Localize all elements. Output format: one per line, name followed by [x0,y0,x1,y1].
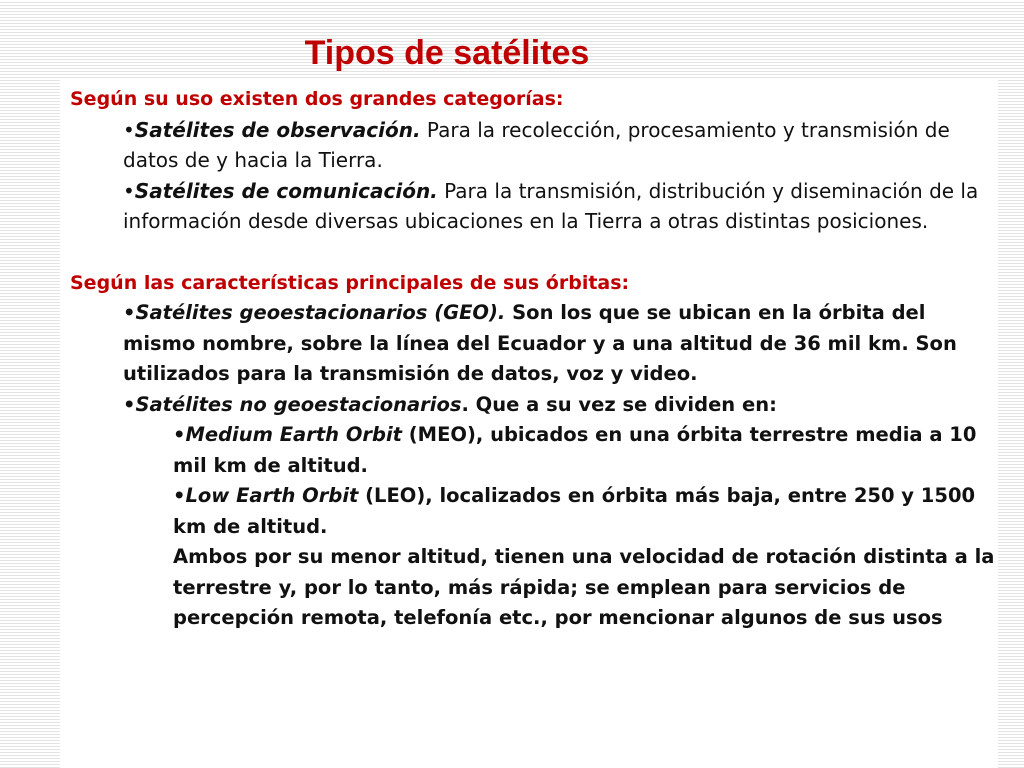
section-gap [70,237,1000,268]
bullet-comunicacion [70,176,1000,237]
desc-leo: (LEO), localizados en órbita más baja, entre 250 y 1500 km de altitud. [173,484,976,538]
section-heading-uso: Según su uso existen dos grandes categorías: [70,88,564,110]
slide-title: Tipos de satélites [304,34,590,72]
bullet-mark: • [123,392,136,416]
desc-observacion: Para la recolección, procesamiento y transmisión de datos de y hacia la Tierra. [123,117,950,172]
desc-geo: Son los que se ubican en la órbita del mismo nombre, sobre la línea del Ecuador y a una altitud de 36 mil km. Son utilizados para la transmisión de datos, voz y video. [123,301,957,385]
term-geo: Satélites geoestacionarios (GEO). [135,301,506,324]
term-no-geo: Satélites no geoestacionarios [135,392,462,416]
term-observacion: Satélites de observación. [134,117,421,142]
bullet-leo [70,481,1000,542]
bullet-no-geo [70,390,1000,421]
term-leo: Low Earth Orbit [185,484,359,507]
bullet-mark: • [173,484,186,507]
bullet-observacion [70,115,1000,176]
bullet-geo [70,298,1000,390]
bullet-mark: • [123,117,135,142]
desc-meo: (MEO), ubicados en una órbita terrestre media a 10 mil km de altitud. [173,423,977,477]
section-heading-orbitas: Según las características principales de sus órbitas: [70,271,630,294]
desc-no-geo: . Que a su vez se dividen en: [461,392,777,416]
bullet-mark: • [173,423,186,446]
bullet-mark: • [123,301,136,324]
bullet-mark: • [123,178,135,203]
term-meo: Medium Earth Orbit [185,423,402,446]
desc-comunicacion: Para la transmisión, distribución y diseminación de la información desde diversas ubicaciones en la Tierra a otras distintas posiciones. [123,178,979,233]
bullet-meo [70,420,1000,481]
closing-paragraph: Ambos por su menor altitud, tienen una velocidad de rotación distinta a la terrestre y, por lo tanto, más rápida; se emplean para servicios de percepción remota, telefonía etc., por mencionar algunos de sus usos [173,545,995,629]
slide-content [70,84,1000,634]
term-comunicacion: Satélites de comunicación. [134,178,438,203]
